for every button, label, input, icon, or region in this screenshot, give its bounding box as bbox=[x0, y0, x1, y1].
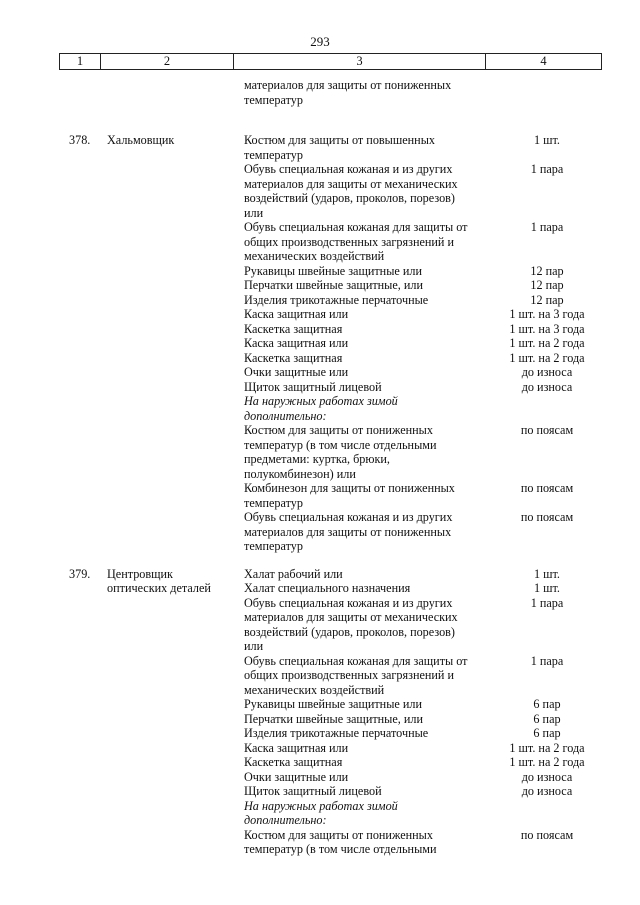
table-row bbox=[0, 336, 640, 351]
table-row bbox=[0, 654, 640, 698]
table-row bbox=[0, 162, 640, 220]
item-name: Каска защитная или bbox=[244, 740, 349, 755]
item-quantity: 1 шт. на 2 года bbox=[509, 336, 585, 350]
item-name: Костюм для защиты от повышенных температур bbox=[244, 133, 435, 162]
item-quantity: 12 пар bbox=[530, 292, 564, 307]
item-name: Халат специального назначения bbox=[244, 581, 411, 595]
item-quantity: до износа bbox=[521, 784, 573, 798]
item-name: Обувь специальная кожаная и из других материалов для защиты от механических воздействий (ударов, проколов, порезов) или bbox=[244, 162, 458, 220]
table-row bbox=[0, 220, 640, 264]
item-name: Обувь специальная кожаная для защиты от общих производственных загрязнений и механических воздействий bbox=[244, 653, 468, 697]
table-row bbox=[0, 770, 640, 785]
item-name: Очки защитные или bbox=[244, 769, 349, 784]
profession-title: Хальмовщик bbox=[107, 133, 175, 147]
column-header-2: 2 bbox=[101, 54, 234, 69]
table-row bbox=[0, 697, 640, 712]
item-quantity: 1 шт. bbox=[534, 581, 560, 595]
item-quantity: по поясам bbox=[520, 827, 574, 842]
table-row bbox=[0, 351, 640, 366]
section-number: 379. bbox=[69, 566, 91, 581]
item-quantity: 1 пара bbox=[530, 162, 564, 176]
item-quantity: 1 шт. на 2 года bbox=[509, 740, 585, 755]
table-body bbox=[0, 78, 640, 857]
item-name: Перчатки швейные защитные, или bbox=[244, 278, 424, 292]
table-row bbox=[0, 712, 640, 727]
item-name: Изделия трикотажные перчаточные bbox=[244, 726, 429, 740]
item-name: Рукавицы швейные защитные или bbox=[244, 697, 422, 711]
item-name: Халат рабочий или bbox=[244, 566, 343, 581]
item-name: Рукавицы швейные защитные или bbox=[244, 263, 422, 278]
item-name: Обувь специальная кожаная для защиты от общих производственных загрязнений и механических воздействий bbox=[244, 220, 468, 263]
item-quantity: 1 шт. bbox=[534, 133, 560, 147]
table-row bbox=[0, 567, 640, 582]
spacer bbox=[0, 554, 640, 567]
item-quantity: 12 пар bbox=[530, 263, 564, 278]
item-quantity: по поясам bbox=[520, 481, 574, 495]
profession-section bbox=[0, 133, 640, 554]
item-quantity: по поясам bbox=[520, 510, 574, 524]
item-quantity bbox=[488, 799, 606, 828]
table-row bbox=[0, 78, 640, 107]
item-name: материалов для защиты от пониженных температур bbox=[244, 78, 452, 107]
table-row bbox=[0, 481, 640, 510]
item-name: Каска защитная или bbox=[244, 336, 349, 350]
item-quantity: 1 пара bbox=[530, 595, 564, 610]
item-quantity: 6 пар bbox=[533, 726, 561, 740]
item-quantity: 1 шт. на 2 года bbox=[509, 350, 585, 365]
column-header-3: 3 bbox=[234, 54, 486, 69]
subheading-row bbox=[0, 394, 640, 423]
table-row bbox=[0, 307, 640, 322]
item-name: Костюм для защиты от пониженных температур (в том числе отдельными bbox=[244, 827, 437, 856]
item-name: Щиток защитный лицевой bbox=[244, 784, 382, 798]
item-quantity: 6 пар bbox=[533, 697, 561, 711]
table-row bbox=[0, 828, 640, 857]
item-quantity: до износа bbox=[521, 769, 573, 784]
table-row bbox=[0, 278, 640, 293]
item-quantity: 6 пар bbox=[533, 711, 561, 726]
item-name: Каскетка защитная bbox=[244, 755, 343, 769]
profession-title: Центровщик оптических деталей bbox=[107, 566, 211, 595]
item-name: Каскетка защитная bbox=[244, 350, 343, 365]
item-quantity: до износа bbox=[521, 365, 573, 379]
column-header-1: 1 bbox=[60, 54, 101, 69]
item-quantity: до износа bbox=[521, 379, 573, 394]
table-row bbox=[0, 581, 640, 596]
subheading-row bbox=[0, 799, 640, 828]
item-quantity: по поясам bbox=[520, 423, 574, 437]
item-quantity: 1 шт. bbox=[534, 566, 560, 581]
table-row bbox=[0, 726, 640, 741]
item-name: Щиток защитный лицевой bbox=[244, 379, 382, 394]
table-row bbox=[0, 755, 640, 770]
item-name: Каска защитная или bbox=[244, 307, 349, 321]
item-name: Изделия трикотажные перчаточные bbox=[244, 292, 429, 307]
item-name: Перчатки швейные защитные, или bbox=[244, 711, 424, 726]
item-name: Обувь специальная кожаная и из других материалов для защиты от механических воздействий (ударов, проколов, порезов) или bbox=[244, 595, 458, 653]
item-name: Костюм для защиты от пониженных температур (в том числе отдельными предметами: куртка, брюки, полукомбинезон) или bbox=[244, 423, 437, 481]
table-row bbox=[0, 293, 640, 308]
table-row bbox=[0, 380, 640, 395]
page-number: 293 bbox=[310, 34, 330, 49]
section-number: 378. bbox=[69, 133, 91, 147]
item-quantity: 1 шт. на 2 года bbox=[509, 755, 585, 769]
item-quantity: 1 пара bbox=[530, 653, 564, 668]
item-quantity: 1 шт. на 3 года bbox=[509, 307, 585, 321]
table-header bbox=[59, 53, 602, 70]
table-row bbox=[0, 264, 640, 279]
table-row bbox=[0, 365, 640, 380]
profession-section bbox=[0, 567, 640, 857]
item-name: Обувь специальная кожаная и из других материалов для защиты от пониженных температур bbox=[244, 510, 453, 553]
column-header-4: 4 bbox=[540, 54, 547, 68]
table-row bbox=[0, 423, 640, 481]
table-row bbox=[0, 133, 640, 162]
item-name: Очки защитные или bbox=[244, 365, 349, 379]
table-row bbox=[0, 510, 640, 554]
item-quantity bbox=[488, 78, 606, 107]
table-row bbox=[0, 784, 640, 799]
item-quantity: 1 шт. на 3 года bbox=[509, 321, 585, 336]
item-quantity: 12 пар bbox=[530, 278, 564, 292]
table-row bbox=[0, 596, 640, 654]
spacer bbox=[0, 107, 640, 133]
table-row bbox=[0, 741, 640, 756]
item-name: Каскетка защитная bbox=[244, 321, 343, 336]
subheading-text: На наружных работах зимой дополнительно: bbox=[244, 394, 398, 423]
item-name: Комбинезон для защиты от пониженных температур bbox=[244, 481, 455, 510]
subheading-text: На наружных работах зимой дополнительно: bbox=[244, 798, 398, 827]
table-row bbox=[0, 322, 640, 337]
item-quantity bbox=[488, 394, 606, 423]
item-quantity: 1 пара bbox=[530, 220, 564, 234]
